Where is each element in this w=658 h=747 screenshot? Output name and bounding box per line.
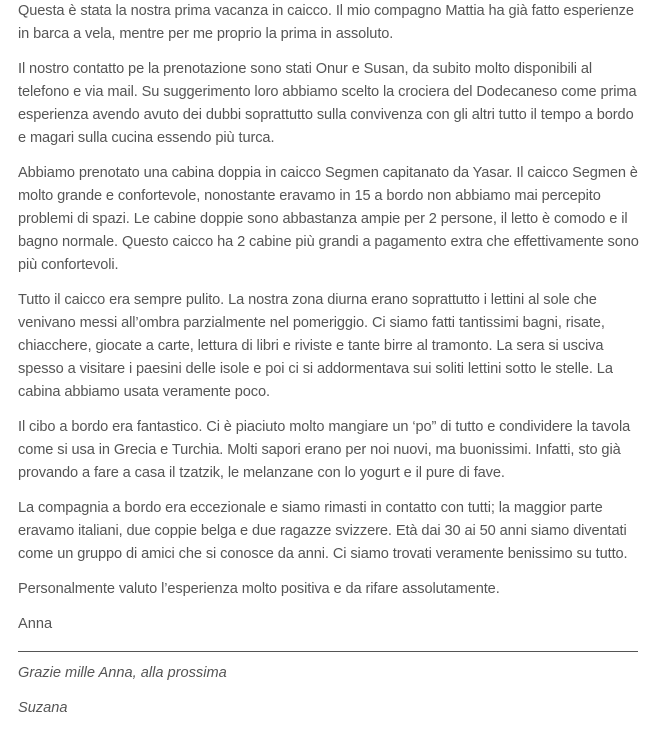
reply-signature: Suzana — [18, 700, 68, 716]
review-article — [18, 0, 642, 732]
review-paragraph-4: Tutto il caicco era sempre pulito. La nostra zona diurna erano soprattutto i lettini al sole che venivano messi all’ombra parzialmente nel pomeriggio. Ci siamo fatti tantissimi bagni, risate, chiacchere, giocate a carte, lettura di libri e riviste e tante birre al tramonto. La sera si usciva spesso a visitare i paesini delle isole e poi ci si addormentava sui soliti lettini sotto le stelle. La cabina abbiamo usata veramente poco. — [18, 292, 613, 400]
review-paragraph-6: La compagnia a bordo era eccezionale e siamo rimasti in contatto con tutti; la maggior parte eravamo italiani, due coppie belga e due ragazze svizzere. Età dai 30 ai 50 anni siamo diventati come un gruppo di amici che si conosce da anni. Ci siamo trovati veramente benissimo su tutto. — [18, 500, 628, 562]
review-paragraph-3: Abbiamo prenotato una cabina doppia in caicco Segmen capitanato da Yasar. Il caicco Segmen è molto grande e confortevole, nonostante eravamo in 15 a bordo non abbiamo mai percepito problemi di spazi. Le cabine doppie sono abbastanza ampie per 2 persone, il letto è comodo e il bagno normale. Questo caicco ha 2 cabine più grandi a pagamento extra che effettivamente sono più confortevoli. — [18, 165, 639, 273]
review-paragraph-1: Questa è stata la nostra prima vacanza in caicco. Il mio compagno Mattia ha già fatto esperienze in barca a vela, mentre per me proprio la prima in assoluto. — [18, 3, 634, 42]
reply-message: Grazie mille Anna, alla prossima — [18, 665, 227, 681]
review-paragraph-2: Il nostro contatto pe la prenotazione sono stati Onur e Susan, da subito molto disponibili al telefono e via mail. Su suggerimento loro abbiamo scelto la crociera del Dodecaneso come prima esperienza avendo avuto dei dubbi soprattutto sulla convivenza con gli altri tutto il tempo a bordo e magari sulla cucina essendo più turca. — [18, 61, 637, 146]
review-paragraph-7: Personalmente valuto l’esperienza molto positiva e da rifare assolutamente. — [18, 581, 500, 597]
review-signature: Anna — [18, 616, 53, 632]
section-divider — [18, 651, 638, 652]
review-paragraph-5: Il cibo a bordo era fantastico. Ci è piaciuto molto mangiare un ‘po” di tutto e condividere la tavola come si usa in Grecia e Turchia. Molti sapori erano per noi nuovi, ma buonissimi. Infatti, sto già provando a fare a casa il tzatzik, le melanzane con lo yogurt e il pure di fave. — [18, 419, 631, 481]
